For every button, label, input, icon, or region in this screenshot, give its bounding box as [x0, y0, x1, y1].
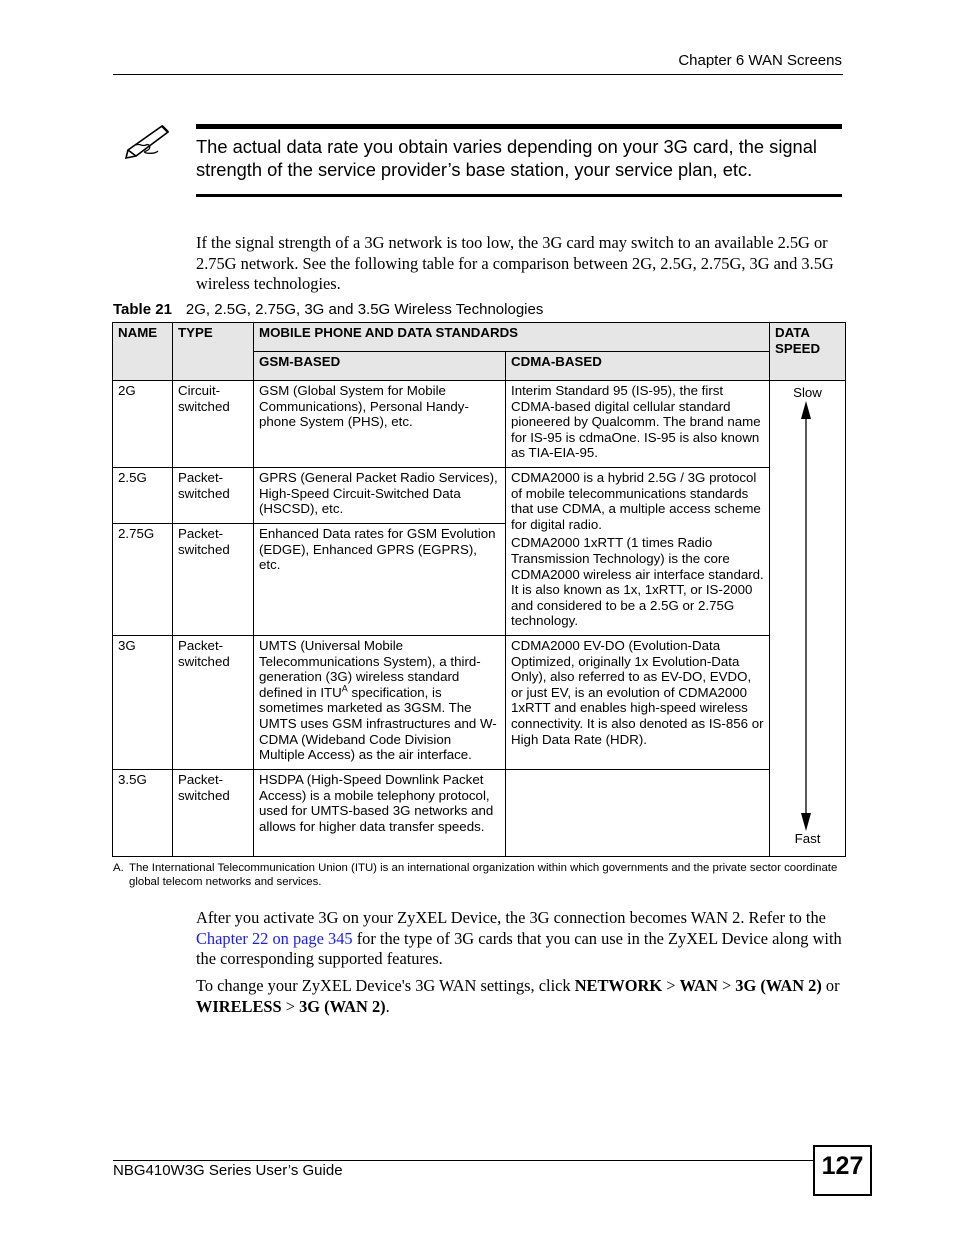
- cell-name: 2G: [113, 381, 173, 468]
- cell-type: Packet-switched: [173, 524, 254, 636]
- cell-name: 3G: [113, 636, 173, 770]
- gsm-text-b: specification, is sometimes marketed as 3GSM. The UMTS uses GSM infrastructures and W-CDMA (Wideband Code Division Multiple Access) as the air interface.: [259, 684, 497, 763]
- table-row: [113, 636, 846, 770]
- header-gsm: GSM-BASED: [254, 352, 506, 381]
- intro-paragraph: If the signal strength of a 3G network is too low, the 3G card may switch to an available 2.5G or 2.75G network. See the following table for a comparison between 2G, 2.5G, 2.75G, 3G and 3.5G wireless technologies.: [196, 233, 834, 293]
- note-bottom-rule: [196, 194, 842, 197]
- cell-name: 3.5G: [113, 770, 173, 857]
- pen-note-icon: [124, 120, 176, 164]
- cdma-paragraph: CDMA2000 is a hybrid 2.5G / 3G protocol of mobile telecommunications standards that use CDMA, a multiple access scheme for digital radio.: [511, 470, 761, 532]
- note-text: The actual data rate you obtain varies depending on your 3G card, the signal strength of the service provider’s base station, your service plan, etc.: [196, 136, 817, 180]
- cell-cdma: CDMA2000 EV-DO (Evolution-Data Optimized, originally 1x Evolution-Data Only), also referred to as EV-DO, EVDO, or just EV, is an evolution of CDMA2000 1xRTT and enables high-speed wireless connectivity. It is also denoted as IS-856 or High Data Rate (HDR).: [506, 636, 770, 770]
- header-speed: DATA SPEED: [770, 323, 846, 381]
- cell-gsm: GPRS (General Packet Radio Services), High-Speed Circuit-Switched Data (HSCSD), etc.: [254, 468, 506, 524]
- cell-cdma: Interim Standard 95 (IS-95), the first CDMA-based digital cellular standard pioneered by Qualcomm. The brand name for IS-95 is cdmaOne. IS-95 is also known as TIA-EIA-95.: [506, 381, 770, 468]
- para3-text: >: [717, 976, 736, 995]
- footnote-text: The International Telecommunication Union (ITU) is an international organization within which governments and the private sector coordinate global telecom networks and services.: [129, 862, 838, 888]
- footnote-ref: A: [341, 683, 348, 694]
- wireless-tech-table: [112, 322, 846, 857]
- settings-paragraph: [196, 976, 842, 1017]
- para2-text: for the type of 3G cards that you can use in the ZyXEL Device along with the corresponding supported features.: [196, 928, 842, 968]
- cell-cdma: [506, 770, 770, 857]
- para3-text: To change your ZyXEL Device's 3G WAN settings, click: [196, 976, 575, 995]
- double-arrow-icon: [796, 401, 816, 831]
- footnote-label: A.: [113, 862, 124, 874]
- header-cdma: CDMA-BASED: [506, 352, 770, 381]
- menu-network: NETWORK: [574, 976, 663, 995]
- menu-wireless: WIRELESS: [196, 996, 282, 1016]
- chapter-22-link[interactable]: Chapter 22 on page 345: [196, 928, 353, 948]
- cell-type: Circuit-switched: [173, 381, 254, 468]
- header-type: TYPE: [173, 323, 254, 381]
- chapter-header: Chapter 6 WAN Screens: [678, 52, 842, 69]
- para3-text: >: [662, 976, 680, 995]
- table-row: [113, 468, 846, 524]
- para3-text: >: [281, 996, 300, 1016]
- guide-title: NBG410W3G Series User’s Guide: [113, 1162, 343, 1179]
- activation-paragraph: [196, 908, 842, 970]
- cell-gsm: Enhanced Data rates for GSM Evolution (EDGE), Enhanced GPRS (EGPRS), etc.: [254, 524, 506, 636]
- footnote: [113, 861, 843, 889]
- cell-type: Packet-switched: [173, 636, 254, 770]
- cell-speed: [770, 381, 846, 857]
- cell-type: Packet-switched: [173, 468, 254, 524]
- header-rule: [113, 74, 843, 75]
- cell-gsm: GSM (Global System for Mobile Communications), Personal Handy-phone System (PHS), etc.: [254, 381, 506, 468]
- para2-text: After you activate 3G on your ZyXEL Device, the 3G connection becomes WAN 2. Refer to the: [196, 908, 826, 927]
- menu-3g-wan2: 3G (WAN 2): [299, 996, 386, 1016]
- cell-gsm: [254, 636, 506, 770]
- footer-rule: [113, 1160, 813, 1161]
- speed-fast-label: Fast: [794, 831, 821, 847]
- cell-name: 2.5G: [113, 468, 173, 524]
- table-caption-text: 2G, 2.5G, 2.75G, 3G and 3.5G Wireless Technologies: [185, 301, 544, 318]
- menu-wan: WAN: [679, 976, 718, 995]
- cell-type: Packet-switched: [173, 770, 254, 857]
- header-standards: MOBILE PHONE AND DATA STANDARDS: [254, 323, 770, 352]
- menu-3g-wan2: 3G (WAN 2): [735, 976, 822, 995]
- table-row: [113, 770, 846, 857]
- gsm-text-a: UMTS (Universal Mobile Telecommunications System), a third-generation (3G) wireless standard defined in ITU: [259, 638, 481, 700]
- cell-name: 2.75G: [113, 524, 173, 636]
- note-top-rule: [196, 124, 842, 129]
- table-row: [113, 381, 846, 468]
- page-number: 127: [821, 1152, 864, 1180]
- cdma-paragraph: CDMA2000 1xRTT (1 times Radio Transmission Technology) is the core CDMA2000 wireless air interface standard. It is also known as 1x, 1xRTT, or IS-2000 and considered to be a 2.5G or 2.75G technology.: [511, 535, 764, 629]
- para3-text: .: [385, 996, 390, 1016]
- para3-text: or: [821, 976, 840, 995]
- table-caption: [113, 301, 543, 318]
- header-name: NAME: [113, 323, 173, 381]
- cell-gsm: HSDPA (High-Speed Downlink Packet Access) is a mobile telephony protocol, used for UMTS-based 3G networks and allows for higher data transfer speeds.: [254, 770, 506, 857]
- cell-cdma: [506, 468, 770, 636]
- speed-slow-label: Slow: [793, 385, 822, 400]
- table-caption-label: Table 21: [113, 301, 172, 318]
